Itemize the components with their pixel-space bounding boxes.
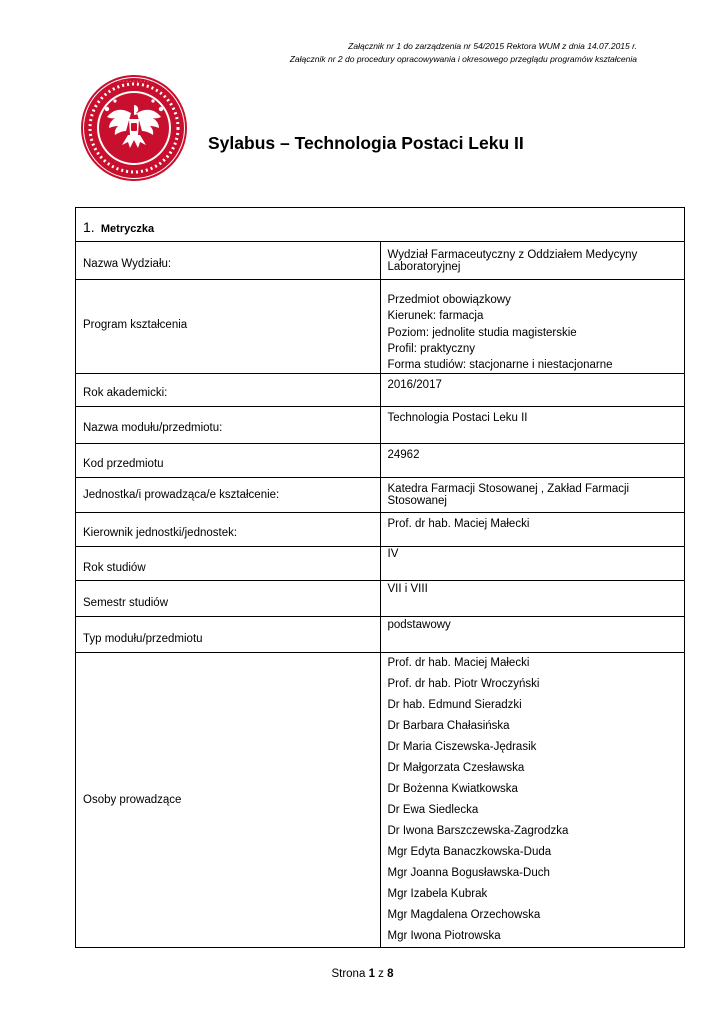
label-cell: Program kształcenia	[76, 280, 381, 374]
table-row	[76, 581, 685, 617]
label-cell: Jednostka/i prowadząca/e kształcenie:	[76, 478, 381, 513]
program-line: Poziom: jednolite studia magisterskie	[387, 326, 577, 339]
value-cell: VII i VIII	[380, 581, 685, 617]
list-item: Dr Barbara Chałasińska	[387, 720, 510, 733]
university-seal-logo	[79, 73, 189, 183]
value-cell: Technologia Postaci Leku II	[380, 407, 685, 444]
footer-separator: z	[378, 968, 384, 980]
header-note	[290, 40, 637, 66]
list-item: Dr Bożenna Kwiatkowska	[387, 783, 518, 796]
value-cell: Wydział Farmaceutyczny z Oddziałem Medycyny Laboratoryjnej	[380, 242, 685, 280]
list-item: Dr Maria Ciszewska-Jędrasik	[387, 741, 537, 754]
table-row	[76, 242, 685, 280]
page-footer	[0, 968, 725, 980]
table-row	[76, 513, 685, 547]
value-cell: 2016/2017	[380, 374, 685, 407]
list-item: Mgr Edyta Banaczkowska-Duda	[387, 846, 552, 859]
label-cell: Rok studiów	[76, 547, 381, 581]
list-item: Prof. dr hab. Maciej Małecki	[387, 657, 530, 670]
value-cell: IV	[380, 547, 685, 581]
value-cell: podstawowy	[380, 617, 685, 653]
list-item: Dr hab. Edmund Sieradzki	[387, 699, 522, 712]
list-item: Mgr Izabela Kubrak	[387, 888, 488, 901]
section-number: 1.	[83, 218, 95, 235]
people-list	[380, 653, 685, 948]
list-item: Mgr Joanna Bogusławska-Duch	[387, 867, 550, 880]
list-item: Mgr Iwona Piotrowska	[387, 930, 501, 943]
header-line-2: Załącznik nr 2 do procedury opracowywania i okresowego przeglądu programów kształcenia	[289, 54, 637, 64]
table-row	[76, 374, 685, 407]
list-item: Dr Małgorzata Czesławska	[387, 762, 525, 775]
value-cell: Katedra Farmacji Stosowanej , Zakład Farmacji Stosowanej	[380, 478, 685, 513]
label-cell: Osoby prowadzące	[76, 653, 381, 948]
label-cell: Kod przedmiotu	[76, 444, 381, 478]
program-line: Przedmiot obowiązkowy	[387, 294, 511, 306]
label-cell: Typ modułu/przedmiotu	[76, 617, 381, 653]
footer-total-pages: 8	[387, 968, 394, 980]
program-line: Profil: praktyczny	[387, 342, 476, 355]
label-cell: Nazwa Wydziału:	[76, 242, 381, 280]
table-row	[76, 653, 685, 948]
list-item: Dr Ewa Siedlecka	[387, 804, 479, 817]
table-row	[76, 478, 685, 513]
list-item: Prof. dr hab. Piotr Wroczyński	[387, 678, 540, 691]
label-cell: Rok akademicki:	[76, 374, 381, 407]
footer-page-number: 1	[368, 968, 375, 980]
value-cell: Prof. dr hab. Maciej Małecki	[380, 513, 685, 547]
label-cell: Semestr studiów	[76, 581, 381, 617]
metryczka-table	[75, 207, 685, 948]
header-line-1: Załącznik nr 1 do zarządzenia nr 54/2015 Rektora WUM z dnia 14.07.2015 r.	[348, 41, 637, 51]
table-row	[76, 407, 685, 444]
section-title: Metryczka	[100, 222, 155, 235]
value-cell: 24962	[380, 444, 685, 478]
table-row	[76, 444, 685, 478]
list-item: Dr Iwona Barszczewska-Zagrodzka	[387, 825, 569, 838]
footer-prefix: Strona	[331, 968, 366, 980]
section-header-row	[76, 208, 685, 242]
table-row	[76, 280, 685, 374]
section-header-cell	[76, 208, 685, 242]
program-lines	[380, 280, 685, 374]
table-row	[76, 547, 685, 581]
page-title: Sylabus – Technologia Postaci Leku II	[208, 133, 524, 153]
program-line: Kierunek: farmacja	[387, 310, 484, 323]
program-line: Forma studiów: stacjonarne i niestacjonarne	[387, 359, 613, 372]
table-row	[76, 617, 685, 653]
svg-text:· · · · · · · · · · ·: · · · · · · · · · · ·	[115, 79, 153, 85]
label-cell: Nazwa modułu/przedmiotu:	[76, 407, 381, 444]
list-item: Mgr Magdalena Orzechowska	[387, 909, 541, 922]
label-cell: Kierownik jednostki/jednostek:	[76, 513, 381, 547]
